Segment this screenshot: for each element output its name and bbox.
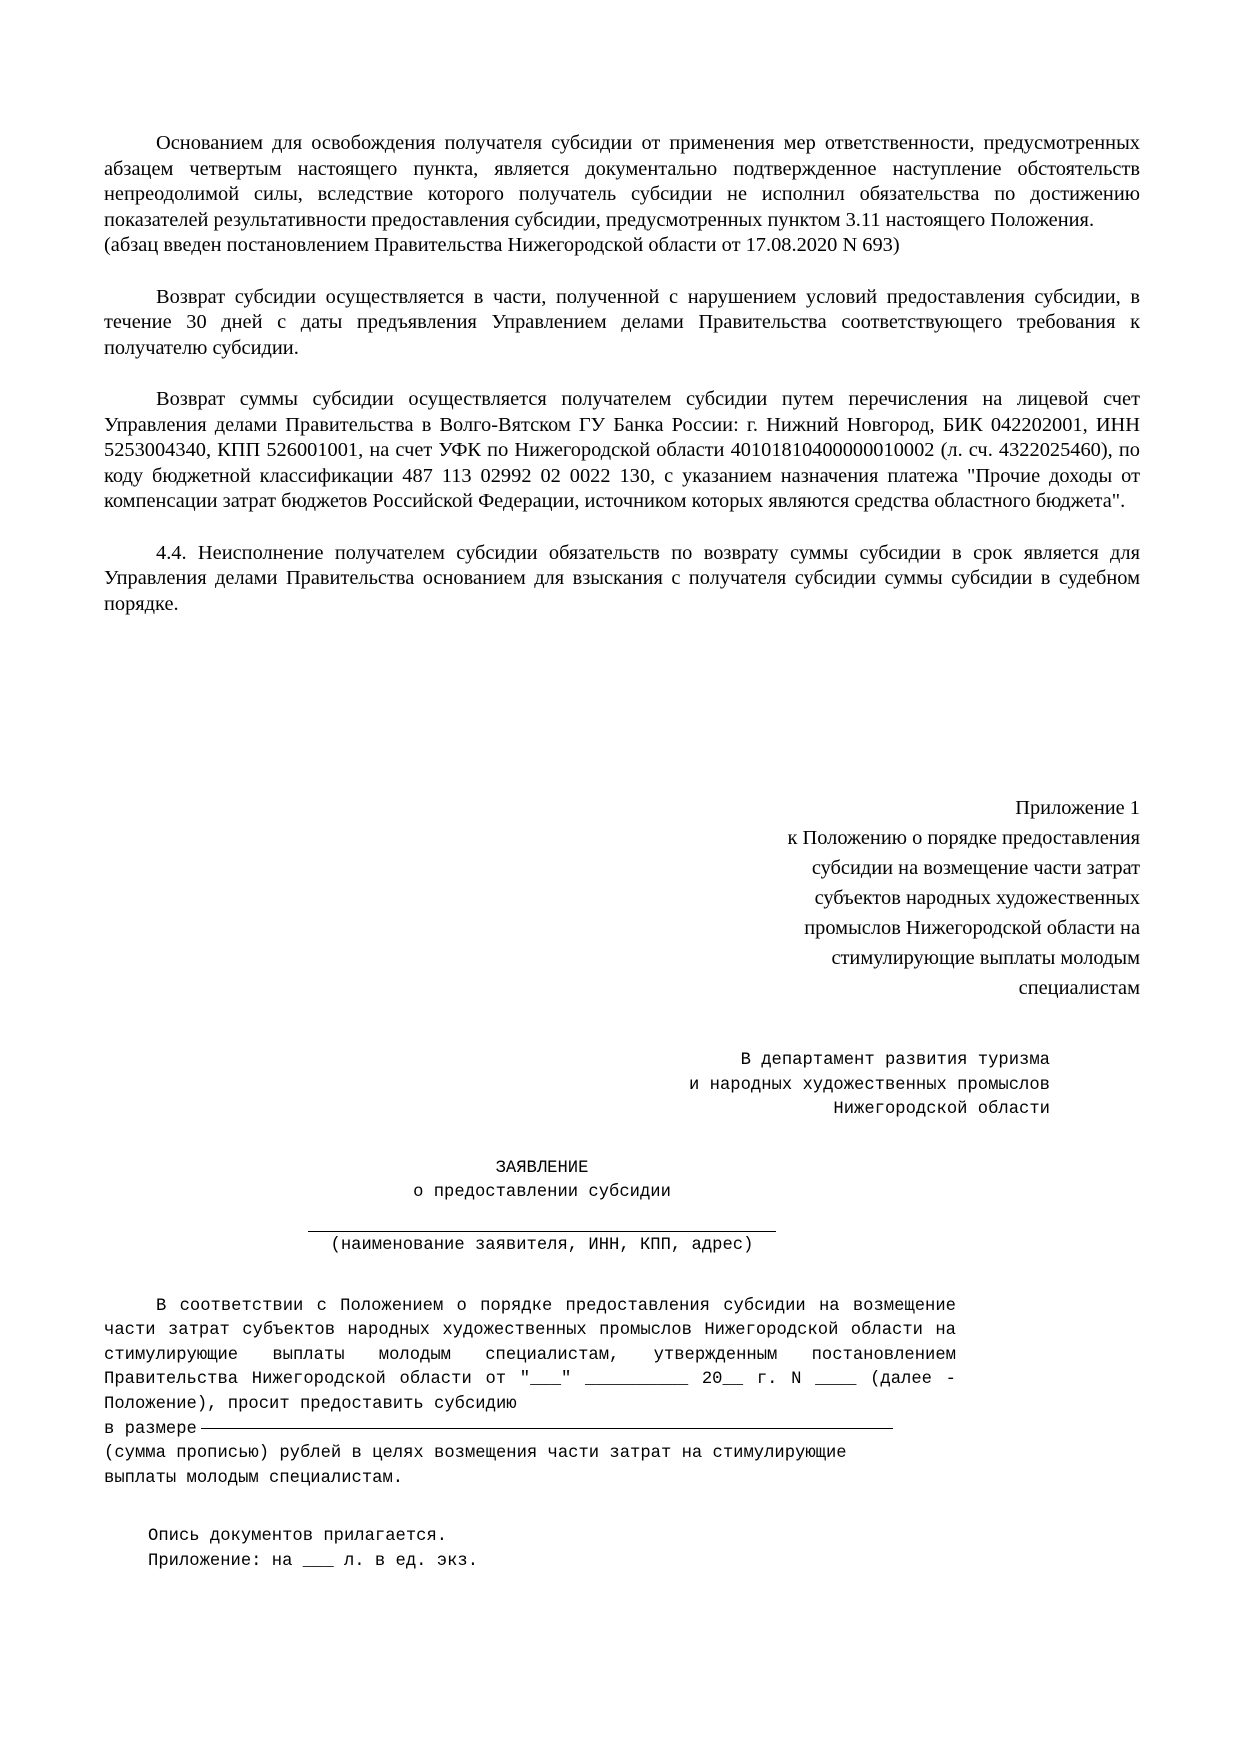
- paragraph-bank-details: Возврат суммы субсидии осуществляется получателем субсидии путем перечисления на лицевой счет Управления делами Правительства в Волго-Вятском ГУ Банка России: г. Нижний Новгород, БИК 042202001, ИНН 5253004340, КПП 526001001, на счет УФК по Нижегородской области 40101810400000010002 (л. сч. 4322025460), по коду бюджетной классификации 487 113 02992 02 0022 130, с указанием назначения платежа "Прочие доходы от компенсации затрат бюджетов Российской Федерации, источником которых являются средства областного бюджета".: [104, 387, 1140, 513]
- form-body-block: [104, 1295, 956, 1418]
- closing-line-2: Приложение: на ___ л. в ед. экз.: [148, 1551, 479, 1571]
- appendix-form-section: [104, 793, 1140, 1575]
- amount-caption-block: [104, 1442, 956, 1491]
- appendix-header-line-2: к Положению о порядке предоставления: [787, 827, 1140, 849]
- applicant-field-caption: (наименование заявителя, ИНН, КПП, адрес): [330, 1235, 754, 1255]
- addressee-line-1: В департамент развития туризма: [740, 1051, 1050, 1070]
- addressee-line-2: и народных художественных промыслов: [689, 1075, 1050, 1095]
- paragraph-spacer: [104, 361, 1140, 387]
- appendix-header-line-5: промыслов Нижегородской области на: [804, 917, 1140, 939]
- form-body-paragraph: В соответствии с Положением о порядке предоставления субсидии на возмещение части затрат субъектов народных художественных промыслов Нижегородской области на стимулирующие выплаты молодым специалистам, утвержденным постановлением Правительства Нижегородской области от "___" __________ 20__ г. N ____ (далее - Положение), просит предоставить субсидию: [104, 1296, 956, 1414]
- form-title: ЗАЯВЛЕНИЕ: [495, 1158, 589, 1178]
- amount-caption-line-2: выплаты молодым специалистам.: [104, 1468, 404, 1488]
- appendix-header-line-3: субсидии на возмещение части затрат: [811, 857, 1140, 879]
- appendix-header-line-4: субъектов народных художественных: [814, 887, 1140, 909]
- appendix-header-line-1: Приложение 1: [1015, 797, 1140, 819]
- applicant-field-rule[interactable]: [308, 1230, 776, 1232]
- appendix-header-line-7: специалистам: [1018, 977, 1140, 999]
- closing-line-1: Опись документов прилагается.: [148, 1527, 448, 1547]
- appendix-header: [104, 793, 1140, 1003]
- paragraph-spacer: [104, 259, 1140, 285]
- form-title-block: [104, 1157, 1140, 1206]
- applicant-field-block: [104, 1230, 1140, 1259]
- body-text-section: [104, 131, 1140, 617]
- appendix-header-line-6: стимулирующие выплаты молодым: [831, 947, 1140, 969]
- paragraph-force-majeure: Основанием для освобождения получателя субсидии от применения мер ответственности, предусмотренных абзацем четвертым настоящего пункта, является документально подтвержденное наступление обстоятельств непреодолимой силы, вследствие которого получатель субсидии не исполнил обязательства по достижению показателей результативности предоставления субсидии, предусмотренных пунктом 3.11 настоящего Положения.: [104, 132, 1140, 231]
- amount-caption-line-1: (сумма прописью) рублей в целях возмещения части затрат на стимулирующие: [104, 1444, 847, 1464]
- addressee-line-3: Нижегородской области: [833, 1100, 1050, 1120]
- closing-block: [104, 1525, 1140, 1574]
- amount-input-rule[interactable]: [201, 1427, 893, 1429]
- paragraph-clause-4-4: 4.4. Неисполнение получателем субсидии обязательств по возврату суммы субсидии в срок является для Управления делами Правительства основанием для взыскания с получателя субсидии суммы субсидии в судебном порядке.: [104, 541, 1140, 615]
- paragraph-spacer: [104, 515, 1140, 541]
- paragraph-amendment-note: (абзац введен постановлением Правительства Нижегородской области от 17.08.2020 N 693): [104, 234, 900, 257]
- amount-label: в размере: [104, 1419, 197, 1439]
- amount-line: [104, 1418, 1140, 1443]
- form-subtitle: о предоставлении субсидии: [413, 1183, 671, 1203]
- addressee-block: [104, 1049, 1140, 1123]
- paragraph-return-of-subsidy: Возврат субсидии осуществляется в части, полученной с нарушением условий предоставления субсидии, в течение 30 дней с даты предъявления Управлением делами Правительства соответствующего требования к получателю субсидии.: [104, 285, 1140, 359]
